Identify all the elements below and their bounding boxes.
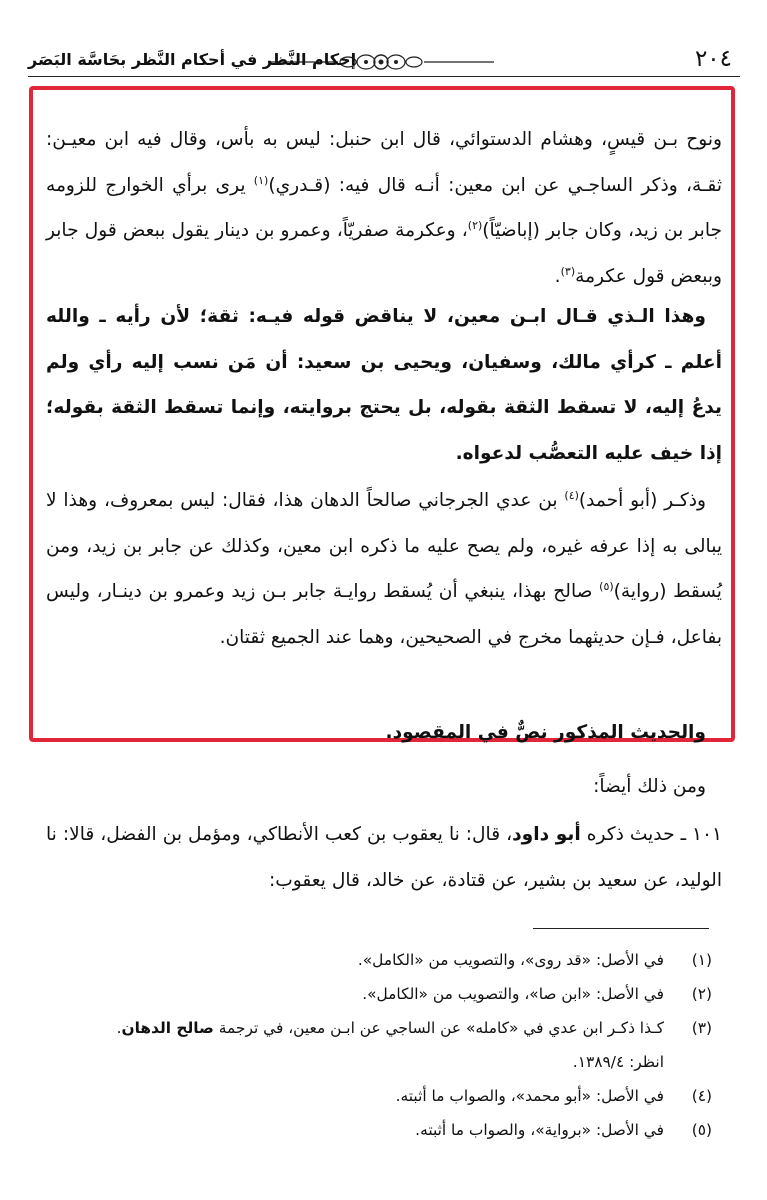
paragraph-1-text-b: يرى برأي الخوارج للزومه جابر بن زيد، وكان جابر (إباضيّاً) [46,174,722,241]
paragraph-4: والحديث المذكور نصٌّ في المقصود. [385,722,706,743]
paragraph-5: ومن ذلك أيضاً: [593,776,706,797]
footnote-bold-name: صالح الدهان [121,1019,214,1037]
footnote-divider [533,928,709,929]
footnote-ref-5: (٥) [599,579,614,593]
footnote-text: في الأصل: «برواية»، والصواب ما أثبته. [415,1121,664,1139]
footnote-text: في الأصل: «ابن صا»، والتصويب من «الكامل». [362,985,664,1003]
footnote-1 [40,943,712,977]
footnote-text: في الأصل: «أبو محمد»، والصواب ما أثبته. [395,1087,664,1105]
paragraph-1 [46,117,722,299]
paragraph-6-text-a: ١٠١ ـ حديث ذكره [580,824,722,845]
header-divider [28,76,740,77]
footnotes [40,943,712,1147]
paragraph-1-text-d: . [554,265,561,287]
footnote-number: (١) [691,951,712,969]
footnote-reference: انظر: ١٣٨٩/٤. [572,1053,664,1071]
paragraph-1-text-c: ، وعكرمة صفريّاً، وعمرو بن دينار يقول ببعض قول جابر وببعض قول عكرمة [46,220,722,287]
paragraph-3-text-b: بن عدي الجرجاني صالحاً الدهان هذا، فقال: ليس بمعروف، وهذا لا يبالى به إذا عرفه غيره، ولم يصح عليه ما ذكره ابن معين، وكذلك عن جابر بن زيد، ومن يُسقط (رواية) [46,490,722,602]
paragraph-1-text-a: ونوح بـن قيسٍ، وهشام الدستوائي، قال ابن حنبل: ليس به بأس، وقال فيه ابن معيـن: ثقـة، وذكر الساجـي عن ابن معين: أنـه قال فيه: (قـدري) [46,129,723,196]
footnote-ref-1: (١) [253,173,269,187]
footnote-3 [40,1011,712,1079]
paragraph-6-bold-name: أبو داود [512,824,581,845]
paragraph-6 [46,812,722,903]
page-number: ٢٠٤ [694,46,732,72]
footnote-number: (٥) [691,1121,712,1139]
footnote-number: (٢) [691,985,712,1003]
paragraph-3-text-c: صالح بهذا، ينبغي أن يُسقط روايـة جابر بـن زيد وعمرو بن دينـار، وليس بفاعل، فـإن حديثهما مخرج في الصحيحين، وهما عند الجميع ثقتان. [46,581,722,648]
footnote-number: (٣) [691,1019,712,1037]
footnote-5 [40,1113,712,1147]
footnote-4 [40,1079,712,1113]
paragraph-3-text-a: وذكـر (أبو أحمد) [578,490,706,511]
footnote-2 [40,977,712,1011]
page-header [28,38,740,78]
footnote-text: في الأصل: «قد روى»، والتصويب من «الكامل». [357,951,664,969]
footnote-ref-4: (٤) [564,488,579,502]
paragraph-6-text-b: ، قال: نا يعقوب بن كعب الأنطاكي، ومؤمل بن الفضل، قالا: نا الوليد، عن سعيد بن بشير، عن قتادة، عن خالد، قال يعقوب: [46,824,722,891]
footnote-number: (٤) [691,1087,712,1105]
footnote-text: كـذا ذكـر ابن عدي في «كامله» عن الساجي عن ابـن معين، في ترجمة [213,1019,664,1037]
paragraph-2: وهذا الـذي قـال ابـن معين، لا يناقض قوله فيـه: ثقة؛ لأن رأيه ـ والله أعلم ـ كرأي مالك، وسفيان، ويحيى بن سعيد: أن مَن نسب إليه رأي ولم يدعُ إليه، لا تسقط الثقة بقوله، بل يحتج بروايته، وإنما تسقط الثقة بقوله؛ إذا خيف عليه التعصُّب لدعواه. [46,306,722,464]
footnote-ref-3: (٣) [560,264,576,278]
running-title: إحكام النَّظر في أحكام النَّظر بحَاسَّة البَصَر [28,50,357,69]
footnote-text-end: . [116,1019,122,1037]
paragraph-3 [46,478,722,660]
footnote-ref-2: (٢) [467,218,483,232]
